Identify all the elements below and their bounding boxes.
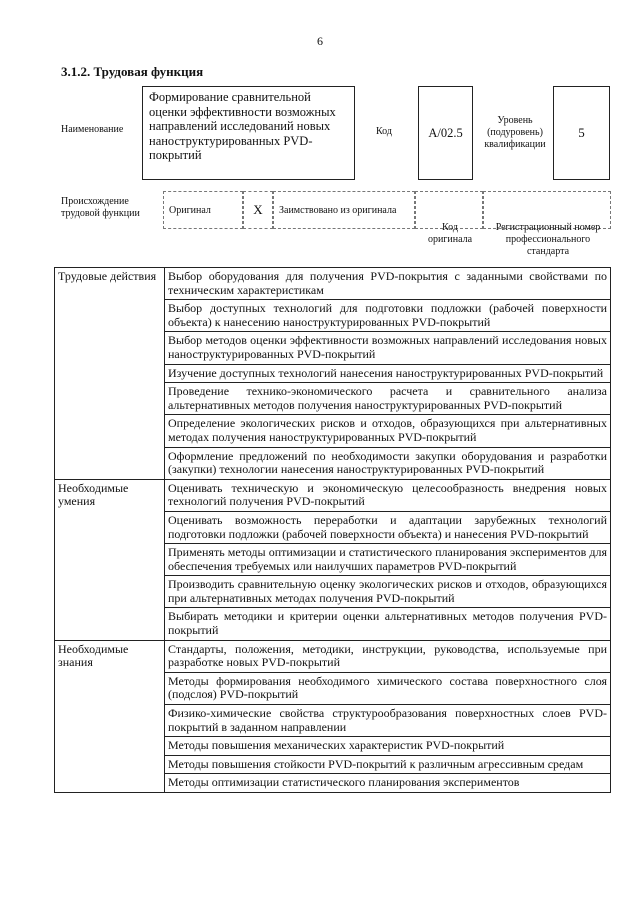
category-cell: Необходимые умения [55,479,165,640]
item-cell: Выбор доступных технологий для подготовки подложки (рабочей поверхности объекта) к нанесению наноструктурированных PVD-покрытий [165,300,611,332]
item-cell: Оценивать техническую и экономическую целесообразность внедрения новых технологий получения PVD-покрытий [165,479,611,511]
item-cell: Изучение доступных технологий нанесения наноструктурированных PVD-покрытий [165,364,611,383]
category-cell: Трудовые действия [55,268,165,480]
item-cell: Методы повышения механических характеристик PVD-покрытий [165,737,611,756]
function-name-box: Формирование сравнительной оценки эффективности возможных направлений исследований новых наноструктурированных PVD-покрытий [142,86,355,180]
item-cell: Оформление предложений по необходимости закупки оборудования и разработки (закупки) технологии нанесения наноструктурированных PVD-покрытий [165,447,611,479]
code-label: Код [376,126,392,137]
table-row [55,268,611,300]
origin-original-mark: X [253,202,263,217]
item-cell: Выбор методов оценки эффективности возможных направлений исследования новых наноструктурированных PVD-покрытий [165,332,611,364]
item-cell: Выбирать методики и критерии оценки альтернативных методов получения PVD-покрытий [165,608,611,640]
level-box: 5 [553,86,610,180]
table-row [55,640,611,672]
item-cell: Оценивать возможность переработки и адаптации зарубежных технологий подготовки подложки (рабочей поверхности объекта) и нанесения PVD-покрытий [165,511,611,543]
item-cell: Методы формирования необходимого химического состава поверхностного слоя (подслоя) PVD-покрытий [165,672,611,704]
item-cell: Физико-химические свойства структурообразования поверхностных слоев PVD-покрытий в заданном направлении [165,705,611,737]
item-cell: Проведение технико-экономического расчета и сравнительного анализа альтернативных методов получения наноструктурированных PVD-покрытий [165,383,611,415]
item-cell: Методы оптимизации статистического планирования экспериментов [165,774,611,793]
origin-reg-caption: Регистрационный номер профессионального стандарта [495,222,601,257]
origin-code-caption: Код оригинала [427,222,473,245]
table-row [55,479,611,511]
item-cell: Стандарты, положения, методики, инструкции, руководства, используемые при разработке новых PVD-покрытий [165,640,611,672]
section-title: 3.1.2. Трудовая функция [61,64,204,79]
code-box: А/02.5 [418,86,473,180]
origin-original-label: Оригинал [169,204,211,216]
item-cell: Применять методы оптимизации и статистического планирования экспериментов для обеспечения требуемых или наилучших параметров PVD-покрытий [165,544,611,576]
name-label: Наименование [61,124,124,135]
item-cell: Производить сравнительную оценку экологических рисков и отходов, образующихся при альтернативных методах получения PVD-покрытий [165,576,611,608]
origin-label: Происхождение трудовой функции [61,196,140,219]
origin-borrowed-label: Заимствовано из оригинала [279,204,397,216]
category-cell: Необходимые знания [55,640,165,792]
item-cell: Определение экологических рисков и отходов, образующихся при альтернативных методах получения наноструктурированных PVD-покрытий [165,415,611,447]
page-number: 6 [317,34,323,48]
origin-mark-cell [243,191,273,229]
item-cell: Выбор оборудования для получения PVD-покрытия с заданными свойствами по техническим характеристикам [165,268,611,300]
origin-borrowed-cell [273,191,415,229]
level-label: Уровень (подуровень) квалификации [484,115,546,150]
function-details-table [54,267,611,793]
origin-original-cell [163,191,243,229]
item-cell: Методы повышения стойкости PVD-покрытий к различным агрессивным средам [165,755,611,774]
